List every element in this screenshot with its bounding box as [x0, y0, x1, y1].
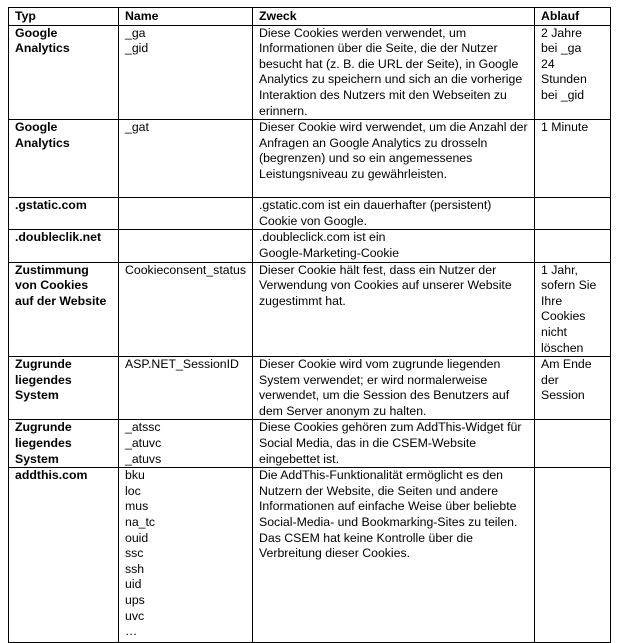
- cell-zweck: Dieser Cookie wird verwendet, um die Anzahl der Anfragen an Google Analytics zu drosseln (begrenzen) und so ein angemessenes Leistungsniveau zu gewährleisten.: [253, 120, 535, 198]
- cookie-name: bku: [125, 468, 145, 483]
- header-zweck: Zweck: [253, 8, 535, 26]
- cookie-name: _atssc: [125, 420, 161, 435]
- cell-name: [119, 120, 253, 198]
- cell-zweck: Diese Cookies werden verwendet, um Informationen über die Seite, die der Nutzer besucht hat (z. B. die URL der Seite), in Google Analytics zu speichern und sich an die vorherige Interaktion des Nutzers mit den Webseiten zu erinnern.: [253, 25, 535, 120]
- table-row: [9, 357, 611, 420]
- ablauf-text: Am Ende der Session: [541, 357, 592, 403]
- table-row: [9, 262, 611, 357]
- ablauf-text: 1 Jahr, sofern Sie Ihre Cookies nicht löschen: [541, 262, 597, 355]
- cookie-name: ssh: [125, 561, 145, 576]
- zweck-text-2: Das CSEM hat keine Kontrolle über die Verbreitung dieser Cookies.: [259, 530, 473, 561]
- cookie-name: na_tc: [125, 515, 156, 530]
- typ-text: Zugrunde liegendes System: [15, 357, 72, 403]
- cookie-name: ssc: [125, 546, 144, 561]
- cell-typ: .gstatic.com: [9, 198, 119, 230]
- header-ablauf: Ablauf: [535, 8, 611, 26]
- cookie-name: mus: [125, 499, 149, 514]
- cookie-name: _gid: [125, 41, 149, 56]
- cell-name: [119, 420, 253, 468]
- table-row: [9, 198, 611, 230]
- table-row: [9, 120, 611, 198]
- table-row: [9, 468, 611, 643]
- cookie-name: ups: [125, 593, 145, 607]
- cell-ablauf: 1 Minute: [535, 120, 611, 198]
- cookie-name: ouid: [125, 530, 149, 545]
- cell-ablauf: [535, 468, 611, 643]
- cell-zweck: [253, 230, 535, 262]
- cell-typ: [9, 420, 119, 468]
- cell-ablauf: [535, 198, 611, 230]
- cell-typ: [9, 120, 119, 198]
- cell-zweck: .gstatic.com ist ein dauerhafter (persistent) Cookie von Google.: [253, 198, 535, 230]
- table-header-row: [9, 8, 611, 26]
- cookie-name: Cookieconsent_status: [125, 262, 246, 277]
- cookie-table: [8, 7, 611, 643]
- header-name: Name: [119, 8, 253, 26]
- cell-name: [119, 230, 253, 262]
- zweck-text: Die AddThis-Funktionalität ermöglicht es den Nutzern der Website, die Seiten und andere Informationen auf einfache Weise über beliebte Social-Media- und Bookmarking-Sites zu teilen.: [259, 468, 518, 530]
- typ-text: Google Analytics: [15, 25, 70, 56]
- typ-text: Zustimmung von Cookies auf der Website: [15, 262, 107, 308]
- cookie-name: _ga: [125, 25, 146, 40]
- typ-text: Google Analytics: [15, 120, 70, 150]
- cell-ablauf: [535, 262, 611, 357]
- cell-zweck: [253, 468, 535, 643]
- zweck-text: .doubleclick.com ist ein Google-Marketing-Cookie: [259, 230, 400, 260]
- cell-typ: [9, 262, 119, 357]
- cell-name: [119, 357, 253, 420]
- table-row: [9, 25, 611, 120]
- cell-zweck: Dieser Cookie wird vom zugrunde liegenden System verwendet; er wird normalerweise verwendet, um die Session des Benutzers auf dem Server anonym zu halten.: [253, 357, 535, 420]
- table-row: [9, 420, 611, 468]
- cell-name: [119, 25, 253, 120]
- cell-ablauf: [535, 25, 611, 120]
- cell-ablauf: [535, 420, 611, 468]
- cookie-name: _gat: [125, 120, 149, 135]
- cell-name: [119, 468, 253, 643]
- table-row: [9, 230, 611, 262]
- cell-name: [119, 262, 253, 357]
- cell-typ: [9, 357, 119, 420]
- cookie-name: …: [125, 624, 138, 639]
- cell-name: [119, 198, 253, 230]
- ablauf-text: 2 Jahre bei _ga 24 Stunden bei _gid: [541, 25, 587, 102]
- cookie-name: _atuvs: [125, 451, 162, 466]
- header-typ: Typ: [9, 8, 119, 26]
- cell-typ: [9, 25, 119, 120]
- cookie-name: uvc: [125, 608, 145, 623]
- typ-text: Zugrunde liegendes System: [15, 420, 72, 466]
- cookie-name: _atuvc: [125, 436, 162, 451]
- cookie-name: uid: [125, 577, 142, 592]
- cell-ablauf: [535, 357, 611, 420]
- cell-zweck: Diese Cookies gehören zum AddThis-Widget für Social Media, das in die CSEM-Website eingebettet ist.: [253, 420, 535, 468]
- cookie-name: loc: [125, 483, 141, 498]
- cell-ablauf: [535, 230, 611, 262]
- cell-zweck: Dieser Cookie hält fest, dass ein Nutzer der Verwendung von Cookies auf unserer Website zugestimmt hat.: [253, 262, 535, 357]
- cookie-table-container: [8, 7, 611, 643]
- cell-typ: addthis.com: [9, 468, 119, 643]
- cell-typ: .doubleclik.net: [9, 230, 119, 262]
- cookie-name: ASP.NET_SessionID: [125, 357, 239, 372]
